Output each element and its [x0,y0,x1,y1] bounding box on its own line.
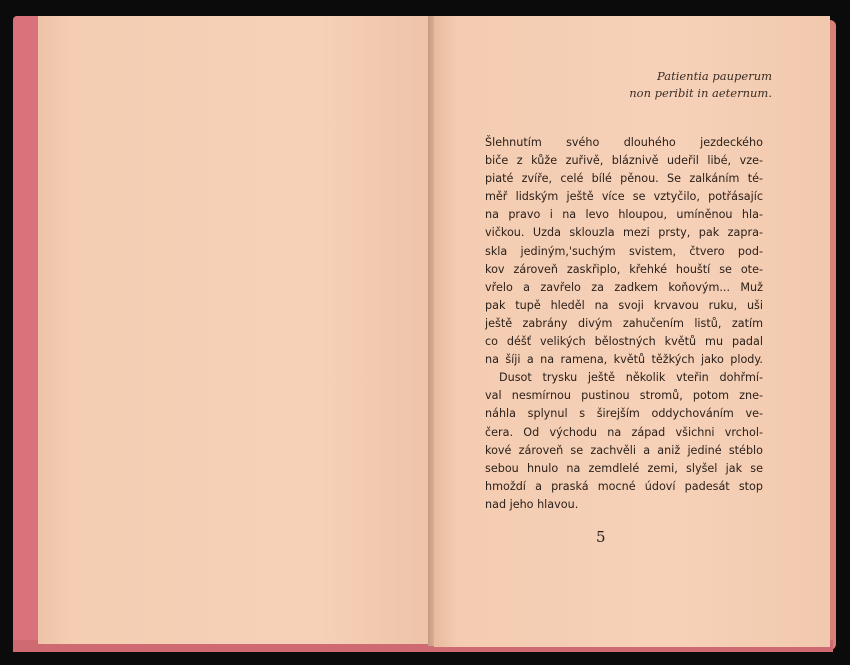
body-text [485,134,763,514]
text-line: skla jediným,'suchým svistem, čtvero pod- [485,244,763,258]
text-line: Dusot trysku ještě několik vteřin dohřmí- [499,371,763,385]
epigraph [629,68,772,102]
text-line: Šlehnutím svého dlouhého jezdeckého [485,136,763,149]
text-line: měř lidským ještě více se vztyčilo, potřásajíc [485,190,763,204]
text-line: kov zároveň zaskřiplo, křehké houští se ote- [485,262,763,276]
text-line: náhla splynul s širejším oddychováním ve- [485,407,763,421]
text-line: sebou hnulo na zemdlelé zemi, slyšel jak se [485,461,763,475]
text-line: val nesmírnou pustinou stromů, potom zne- [485,389,763,403]
epigraph-line-1: Patientia pauperum [657,69,772,83]
epigraph-line-2: non peribit in aeternum. [629,86,772,100]
page-number: 5 [596,528,606,546]
text-line: piaté zvíře, celé bílé pěnou. Se zalkáním té- [485,172,763,186]
text-line: biče z kůže zuřivě, bláznivě udeřil libé, vze- [485,154,763,168]
text-line: na šíji a na ramena, květů těžkých jako plody. [485,353,763,367]
text-line: hmoždí a praská mocné údoví padesát stop [485,479,763,493]
text-line: vřelo a zavřelo za zadkem koňovým... Muž [485,280,763,294]
paragraph-2 [485,369,763,514]
text-line: na pravo i na levo hloupou, umíněnou hla- [485,208,763,222]
text-line: co déšť velikých bělostných květů mu padal [485,335,763,349]
text-line: vičkou. Uzda sklouzla mezi prsty, pak zapra- [485,226,763,240]
paragraph-1 [485,134,763,369]
text-line: ještě zabrány divým zahučením listů, zatím [485,316,763,330]
text-line: čera. Od východu na západ všichni vrchol- [485,425,763,439]
left-page-blank [38,16,432,644]
text-line: pak tupě hleděl na svoji krvavou ruku, uši [485,298,763,312]
text-line: kové zároveň se zachvěli a aniž jediné stéblo [485,443,763,457]
text-line: nad jeho hlavou. [485,497,579,511]
